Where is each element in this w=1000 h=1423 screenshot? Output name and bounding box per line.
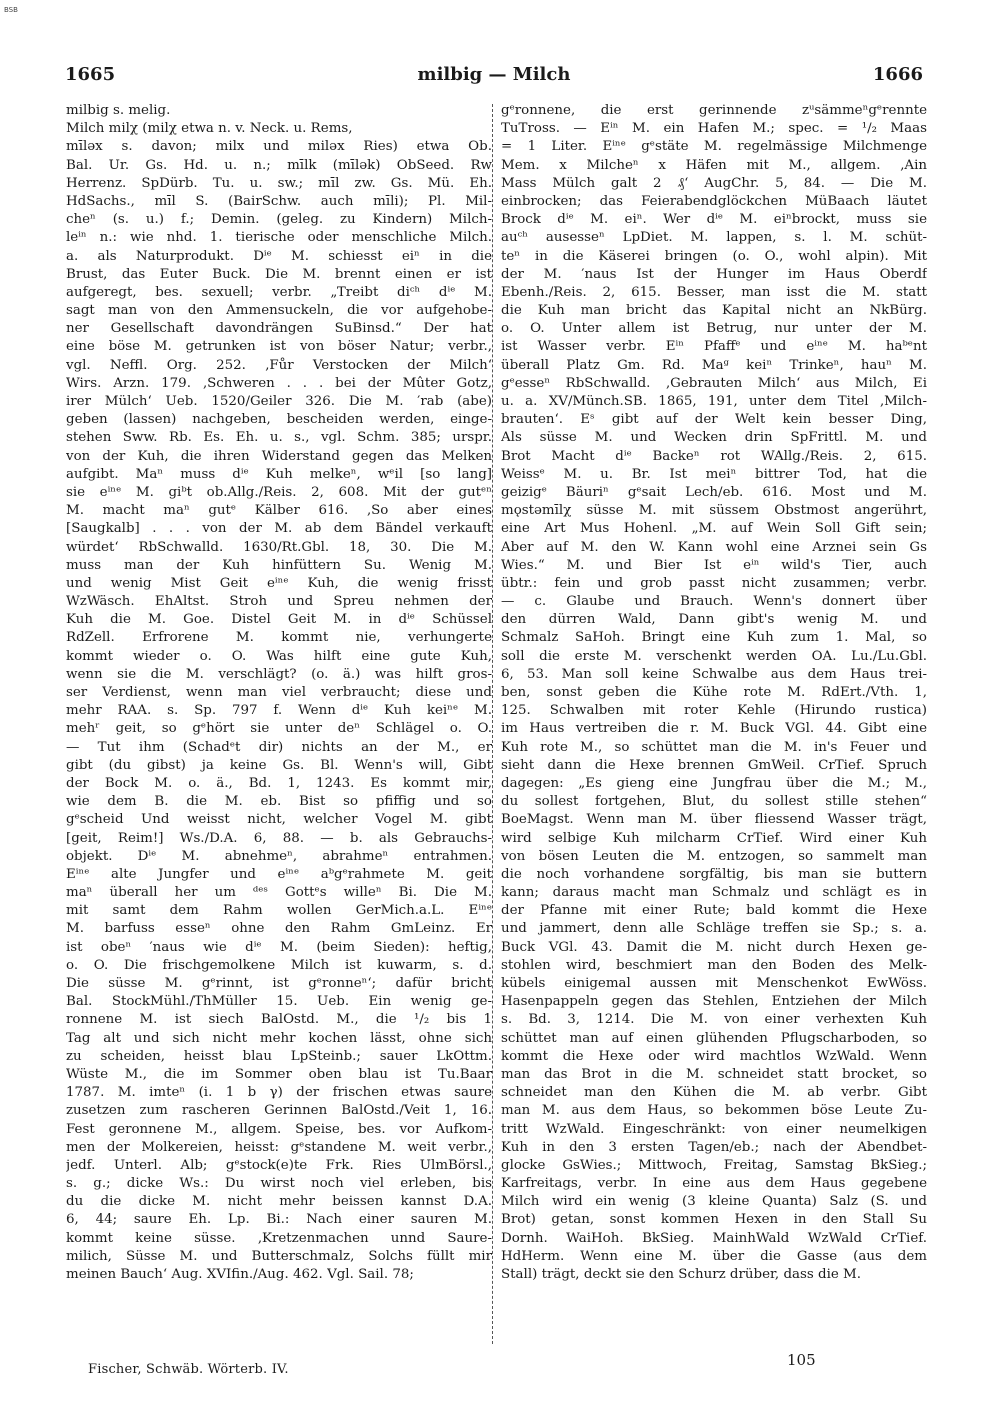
text-line: Brock dⁱᵉ M. eiⁿ. Wer dⁱᵉ M. eiⁿbrockt, muss sie (501, 212, 927, 228)
text-line: Bal. Ur. Gs. Hd. u. n.; mīlk (mīlək) ObSeed. Rw (66, 157, 492, 173)
text-line: Eⁱⁿᵉ alte Jungfer und eⁱⁿᵉ aᵇgᵉrahmete M. geit (66, 866, 492, 882)
text-line: der Pfanne mit einer Rute; bald kommt die Hexe (501, 903, 927, 919)
text-line: eine Art Mus Hohenl. „M. auf Wein Soll Gift sein; (501, 521, 927, 537)
text-line: ronnene M. ist siech BalOstd. M., die ¹/₂ bis 1 (66, 1012, 492, 1028)
text-line: und jammert, denn alle Schläge treffen sie Sp.; s. a. (501, 921, 927, 937)
text-line: ist Wasser verbr. Eⁱⁿ Pfaffᵉ und eⁱⁿᵉ M. haᵇᵉnt (501, 339, 927, 355)
text-line: stohlen wird, beschmiert man den Boden des Melk- (501, 957, 927, 973)
text-line: auᶜʰ ausesseⁿ LpDiet. M. lappen, s. l. M. schüt- (501, 230, 927, 246)
text-line: kommt wieder o. O. Was hilft eine gute Kuh, (66, 648, 492, 664)
text-line: brauten‘. Eˢ gibt auf der Welt kein besser Ding, (501, 412, 927, 428)
text-line: Herrenz. SpDürb. Tu. u. sw.; mīl zw. Gs. Mü. Eh. (66, 175, 492, 191)
text-line: aufgeregt, bes. sexuell; verbr. „Treibt diᶜʰ dⁱᵉ M. (66, 284, 492, 300)
text-line: Brust, das Euter Buck. Die M. brennt einen er ist (66, 266, 492, 282)
text-line: tritt WzWald. Eingeschränkt: von einer neumelkigen (501, 1121, 927, 1137)
text-line: zusetzen zum rascheren Gerinnen BalOstd./Veit 1, 16. (66, 1103, 492, 1119)
right-column (501, 102, 927, 1348)
text-line: BoeMagst. Wenn man M. über fliessend Wasser trägt, (501, 812, 927, 828)
text-line: mīləx s. davon; milx und miləx Ries) etwa Ob. (66, 139, 492, 155)
text-line: jedf. Unterl. Alb; gᵉstock(e)te Frk. Ries UlmBörsl., (66, 1157, 492, 1173)
text-line: wenn sie die M. verschlägt? (o. ä.) was hilft gros- (66, 666, 492, 682)
text-line: dagegen: „Es gieng eine Jungfrau über die M.; M., (501, 775, 927, 791)
text-line: mehʳ geit, so gᵉhört sie unter deⁿ Schlägel o. O. (66, 721, 492, 737)
text-line: men der Molkereien, heisst: gᵉstandene M. weit verbr., (66, 1139, 492, 1155)
text-line: RdZell. Erfrorene M. kommt nie, verhungerte (66, 630, 492, 646)
text-line: kommt keine süsse. ‚Kretzenmachen unnd Saure- (66, 1230, 492, 1246)
text-line: sie eⁱⁿᵉ M. giᵇt ob.Allg./Reis. 2, 608. Mit der gutᵉⁿ (66, 484, 492, 500)
text-line: teⁿ in die Käserei bringen (o. O., wohl alpin). Mit (501, 248, 927, 264)
text-line: aufgibt. Maⁿ muss dⁱᵉ Kuh melkeⁿ, wᵉil [so lang] (66, 466, 492, 482)
text-line: a. als Naturprodukt. Dⁱᵉ M. schiesst eiⁿ in die (66, 248, 492, 264)
text-line: Mem. x Milcheⁿ x Häfen mit M., allgem. ‚Ain (501, 157, 927, 173)
text-line: 125. Schwalben mit roter Kehle (Hirundo rustica) (501, 703, 927, 719)
text-line: M. macht maⁿ gutᵉ Kälber 616. ‚So aber eines (66, 503, 492, 519)
text-line: der M. ′naus Ist der Hunger im Haus Oberdf (501, 266, 927, 282)
text-line: leⁱⁿ n.: wie nhd. 1. tierische oder menschliche Milch. (66, 230, 492, 246)
text-line: schneidet man den Kühen die M. ab verbr. Gibt (501, 1085, 927, 1101)
text-line: Weissᵉ M. u. Br. Ist meiⁿ bittrer Tod, hat die (501, 466, 927, 482)
library-stamp: BSB (4, 6, 18, 14)
text-line: du sollest fortgehen, Blut, du sollest stille stehen“ (501, 794, 927, 810)
text-line: 1787. M. imteⁿ (i. 1 b γ) der frischen etwas saure (66, 1085, 492, 1101)
footer-source: Fischer, Schwäb. Wörterb. IV. (88, 1362, 289, 1377)
sheet-number: 105 (787, 1351, 816, 1369)
page-header (65, 64, 923, 90)
text-line: Als süsse M. und Wecken drin SpFrittl. M. und (501, 430, 927, 446)
text-line: schüttet man auf einen glühenden Pflugscharboden, so (501, 1030, 927, 1046)
text-line: kübels einigemal aussen mit Menschenkot EwWöss. (501, 976, 927, 991)
text-line: — c. Glaube und Brauch. Wenn's donnert über (501, 594, 927, 610)
text-line: einbrocken; das Feierabendglöckchen MüBaach läutet (501, 193, 927, 209)
text-line: glocke GsWies.; Mittwoch, Freitag, Samstag BkSieg.; (501, 1157, 927, 1173)
text-line: Stall) trägt, deckt sie den Schurz drüber, dass die M. (501, 1267, 862, 1282)
text-line: Hasenpappeln gegen das Stehlen, Entziehen der Milch (501, 994, 927, 1010)
text-line: du die dicke M. nicht mehr beissen kannst D.A. (66, 1194, 492, 1210)
text-line: Tag alt und sich nicht mehr kochen lässt, ohne sich (66, 1030, 492, 1046)
text-line: Wüste M., die im Sommer oben blau ist Tu.Baar (66, 1066, 492, 1082)
text-line: milich, Süsse M. und Butterschmalz, Solchs füllt mir (66, 1248, 492, 1264)
text-line: gᵉscheid Und weisst nicht, welcher Vogel M. gibt (66, 812, 492, 828)
text-line: TuTross. — Eⁱⁿ M. ein Hafen M.; spec. = ¹/₂ Maas (501, 121, 927, 137)
text-line: Mass Mülch galt 2 ₰‘ AugChr. 5, 84. — Die M. (501, 175, 927, 191)
text-line: cheⁿ (s. u.) f.; Demin. (geleg. zu Kindern) Milch- (66, 212, 492, 228)
page-number-right: 1666 (872, 64, 923, 85)
text-line: sieht dann die Hexe brennen GmWeil. CrTief. Spruch (501, 757, 927, 773)
text-line: HdHerm. Wenn eine M. über die Gasse (aus dem (501, 1248, 927, 1264)
text-line: Ebenh./Reis. 2, 615. Besser, man isst die M. statt (501, 284, 927, 300)
text-line: = 1 Liter. Eⁱⁿᵉ gᵉstäte M. regelmässige Milchmenge (501, 139, 927, 155)
text-line: überall Platz Gm. Rd. Maᵍ keiⁿ Trinkeⁿ, hauⁿ M. (501, 357, 927, 373)
text-line: Brot Macht dⁱᵉ Backeⁿ rot WAllg./Reis. 2, 615. (501, 448, 927, 464)
text-line: geizigᵉ Bäuriⁿ gᵉsait Lech/eb. 616. Most und M. (501, 484, 927, 500)
text-line: sagt man von den Ammensuckeln, die vor aufgehobe- (66, 303, 492, 319)
text-line: Wies.“ M. und Bier Ist eⁱⁿ wild's Tier, auch (501, 557, 927, 573)
text-line: wird selbige Kuh milcharm CrTief. Wird einer Kuh (501, 830, 927, 846)
text-line: Brot) getan, sonst kommen Hexen in den Stall Su (501, 1212, 927, 1228)
text-line: im Haus vertreiben die r. M. Buck VGl. 44. Gibt eine (501, 721, 927, 737)
text-line: zu scheiden, heisst blau LpSteinb.; sauer LkOttm. (66, 1048, 492, 1064)
text-line: Milch wird ein wenig (3 kleine Quanta) Salz (S. und (501, 1194, 927, 1210)
text-line: maⁿ überall her um ᵈᵉˢ Gottᵉs willeⁿ Bi. Die M. (66, 885, 492, 901)
text-line: objekt. Dⁱᵉ M. abnehmeⁿ, abrahmeⁿ entrahmen. (66, 848, 492, 864)
text-line: man das Brot in die M. schneidet statt brocket, so (501, 1066, 927, 1082)
text-line: ist obeⁿ ′naus wie dⁱᵉ M. (beim Sieden): heftig, (66, 939, 492, 955)
text-line: milbig s. melig. (66, 103, 171, 118)
text-line: Dornh. WaiHoh. BkSieg. MainhWald WzWald CrTief. (501, 1230, 927, 1246)
text-line: u. a. XV/Münch.SB. 1865, 191, unter dem Titel ‚Milch- (501, 394, 927, 409)
text-line: ner Gesellschaft davondrängen SuBinsd.“ Der hat (66, 321, 492, 337)
text-line: — Tut ihm (Schadᵉt dir) nichts an der M., er (66, 739, 492, 755)
text-line: muss man der Kuh hinfüttern Su. Wenig M. (66, 557, 492, 573)
text-line: irer Mülch‘ Ueb. 1520/Geiler 326. Die M. ′rab (abe) (66, 394, 492, 409)
text-line: Schmalz SaHoh. Bringt eine Kuh zum 1. Mal, so (501, 630, 927, 646)
text-line: Milch milχ (milχ etwa n. v. Neck. u. Rems, (66, 121, 353, 137)
text-line: gᵉronnene, die erst gerinnende zᵘsämmeⁿgᵉrennte (501, 103, 927, 118)
text-line: 6, 44; saure Eh. Lp. Bi.: Nach einer sauren M. (66, 1212, 492, 1228)
left-column (66, 102, 492, 1348)
text-line: gᵉesseⁿ RbSchwalld. ‚Gebrauten Milch‘ aus Milch, Ei (501, 375, 927, 391)
running-title: milbig — Milch (417, 64, 571, 85)
text-line: Karfreitags, verbr. In eine aus dem Haus gegebene (501, 1176, 927, 1192)
text-line: gibt (du gibst) ja keine Gs. Bl. Wenn's will, Gibt (66, 757, 492, 773)
text-line: ben, sonst geben die Kühe rote M. RdErt./Vth. 1, (501, 685, 927, 700)
text-line: Bal. StockMühl./ThMüller 15. Ueb. Ein wenig ge- (66, 994, 492, 1010)
text-line: Aber auf M. den W. Kann wohl eine Arznei sein Gs (501, 539, 927, 555)
text-line: die noch vorhandene sorgfältig, bis man sie buttern (501, 866, 927, 882)
text-line: man M. aus dem Haus, so bekommen böse Leute Zu- (501, 1103, 927, 1119)
text-line: s. g.; dicke Ws.: Du wirst noch viel erleben, bis (66, 1176, 492, 1192)
text-line: wie dem B. die M. eb. Bist so pfiffig und so (66, 794, 492, 810)
text-line: s. Bd. 3, 1214. Die M. von einer verhexten Kuh (501, 1012, 927, 1028)
text-line: Fest geronnene M., allgem. Speise, bes. vor Aufkom- (66, 1121, 492, 1137)
text-line: 6, 53. Man soll keine Schwalbe aus dem Haus trei- (501, 666, 927, 682)
text-line: mit samt dem Rahm wollen GerMich.a.L. Eⁱⁿᵉ (66, 903, 492, 919)
text-line: von der Kuh, die ihren Widerstand gegen das Melken (66, 448, 492, 464)
column-divider (492, 104, 493, 1344)
text-line: geben (lassen) nachgeben, bescheiden werden, einge- (66, 412, 492, 428)
text-line: eine böse M. getrunken ist von böser Natur; verbr., (66, 339, 492, 355)
text-line: Die süsse M. gᵉrinnt, ist gᵉronneⁿ‘; dafür bricht (66, 976, 492, 991)
text-line: Buck VGl. 43. Damit die M. nicht durch Hexen ge- (501, 939, 927, 955)
text-line: und wenig Mist Geit eⁱⁿᵉ Kuh, die wenig frisst (66, 575, 492, 591)
text-line: mǫstəmīlχ süsse M. mit süssem Obstmost angerührt, (501, 503, 927, 519)
text-line: M. barfuss esseⁿ ohne den Rahm GmLeinz. Er (66, 921, 492, 937)
text-line: o. O. Unter allem ist Betrug, nur unter der M. (501, 321, 927, 337)
text-line: stehen Sww. Rb. Es. Eh. u. s., vgl. Schm. 385; urspr. (66, 430, 492, 446)
text-line: soll die erste M. verschenkt werden OA. Lu./Lu.Gbl. (501, 648, 927, 664)
text-line: von bösen Leuten die M. entzogen, so sammelt man (501, 848, 927, 864)
text-line: vgl. Neffl. Org. 252. ‚Fůr Verstocken der Milch‘ (66, 357, 492, 373)
text-line: Wirs. Arzn. 179. ‚Schweren . . . bei der Mûter Gotz, (66, 375, 492, 391)
text-line: Kuh die M. Goe. Distel Geit M. in dⁱᵉ Schüssel (66, 612, 492, 628)
text-line: die Kuh man bricht das Kapital nicht an NkBürg. (501, 303, 927, 319)
text-line: meinen Bauch‘ Aug. XVIfin./Aug. 462. Vgl. Sail. 78; (66, 1267, 414, 1282)
page-number-left: 1665 (65, 64, 116, 85)
text-line: ser Verdienst, wenn man viel verbraucht; diese und (66, 685, 492, 700)
text-line: HdSachs., mīl S. (BairSchw. auch mīli); Pl. Mil- (66, 193, 492, 209)
text-line: o. O. Die frischgemolkene Milch ist kuwarm, s. d. (66, 957, 492, 973)
text-line: Kuh rote M., so schüttet man die M. in's Feuer und (501, 739, 927, 755)
text-line: [geit, Reim!] Ws./D.A. 6, 88. — b. als Gebrauchs- (66, 830, 492, 846)
text-line: würdet‘ RbSchwalld. 1630/Rt.Gbl. 18, 30. Die M. (66, 539, 492, 555)
text-line: der Bock M. o. ä., Bd. 1, 1243. Es kommt mir, (66, 775, 492, 791)
text-line: mehr RAA. s. Sp. 797 f. Wenn dⁱᵉ Kuh keiⁿᵉ M. (66, 703, 492, 719)
text-line: den dürren Wald, Dann gibt's wenig M. und (501, 612, 927, 628)
text-line: kommt die Hexe oder wird machtlos WzWald. Wenn (501, 1048, 927, 1064)
text-line: Kuh in den 3 ersten Tagen/eb.; nach der Abendbet- (501, 1139, 927, 1155)
text-line: [Saugkalb] . . . von der M. ab dem Bändel verkauft (66, 521, 492, 537)
text-line: kann; daraus macht man Schmalz und schlägt es in (501, 885, 927, 901)
text-line: übtr.: fein und grob passt nicht zusammen; verbr. (501, 575, 927, 591)
text-line: WzWäsch. EhAltst. Stroh und Spreu nehmen der (66, 594, 492, 610)
